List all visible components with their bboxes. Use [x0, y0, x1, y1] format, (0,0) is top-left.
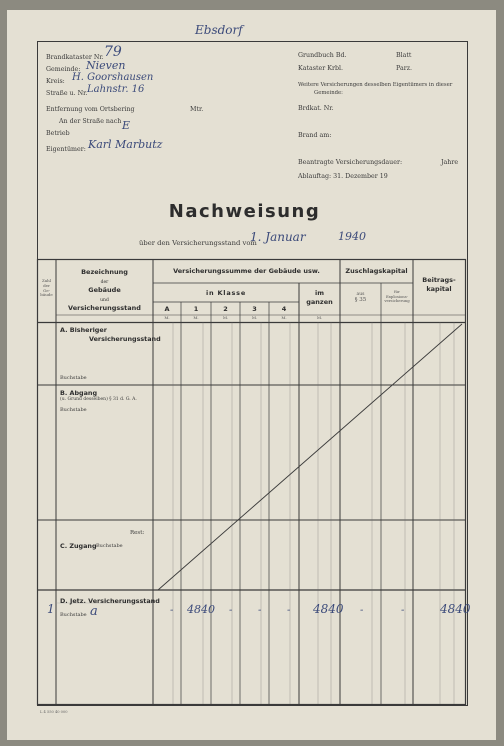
- beantragte-label: Beantragte Versicherungsdauer:: [298, 159, 403, 166]
- header-zuschlag-explosion: für Explosions- versicherung: [384, 289, 410, 304]
- brand-am-label: Brand am:: [298, 132, 332, 139]
- row-c-label: C. Zugang: [60, 542, 97, 550]
- row-d-im-ganzen: 4840: [313, 602, 344, 616]
- header-im-ganzen: im ganzen: [306, 289, 333, 306]
- header-versicherungssumme: Versicherungssumme der Gebäude usw.: [173, 267, 320, 275]
- row-b-sub: (u. Grund desselben) § 31 d. G. A.: [60, 397, 137, 402]
- subtitle-date: 1. Januar: [250, 230, 306, 244]
- an-der-strasse-label: An der Straße nach: [59, 118, 122, 125]
- entfernung-unit: Mtr.: [190, 106, 204, 113]
- gemeinde-label: Gemeinde:: [46, 66, 81, 73]
- gemeinde-value: Nieven: [86, 59, 126, 72]
- unit-mark-a: M.: [164, 315, 170, 320]
- row-a-label: A. Bisheriger Versicherungsstand: [60, 326, 161, 343]
- header-zuschlag-35: aus § 35: [354, 292, 367, 304]
- row-a-buchstabe: Buchstabe: [60, 375, 87, 381]
- header-zahl: Zahl der Ge- bäude: [40, 278, 53, 298]
- subtitle: über den Versicherungsstand vom: [139, 239, 257, 247]
- betrieb-value: E: [122, 119, 131, 132]
- blatt-label: Blatt: [396, 52, 412, 59]
- row-d-klasse-a: -: [170, 605, 174, 616]
- top-handwritten-stamp: Ebsdorf: [195, 23, 243, 37]
- kataster-label: Kataster Krbl.: [298, 65, 344, 72]
- row-d-klasse-4: -: [287, 605, 291, 616]
- row-b-buchstabe: Buchstabe: [60, 407, 87, 413]
- unit-mark-4: M.: [281, 315, 287, 320]
- page-title: Nachweisung: [168, 201, 321, 222]
- unit-mark-ganzen: M.: [316, 315, 323, 320]
- row-d-klasse-1: 4840: [187, 603, 215, 616]
- eigentuemer-value: Karl Marbutz: [88, 138, 163, 151]
- header-beitragskapital: Beitrags- kapital: [422, 276, 456, 293]
- eigentuemer-label: Eigentümer:: [46, 146, 86, 153]
- row-d-buchstabe-value: a: [90, 604, 98, 619]
- kreis-label: Kreis:: [46, 78, 65, 85]
- subtitle-year: 1940: [338, 230, 366, 243]
- parz-label: Parz.: [396, 65, 413, 72]
- weitere-line2: Gemeinde:: [314, 90, 343, 96]
- header-in-klasse: in Klasse: [205, 289, 247, 297]
- strasse-label: Straße u. Nr.: [46, 90, 88, 97]
- ablauftag-label: Ablauftag: 31. Dezember 19: [298, 173, 388, 180]
- strasse-value: Lahnstr. 16: [87, 84, 145, 95]
- header-klasse-a: A: [164, 305, 170, 313]
- betrieb-label: Betrieb: [46, 130, 70, 137]
- row-d-beitragskapital: 4840: [440, 602, 471, 616]
- kreis-value: H. Goorshausen: [72, 72, 154, 83]
- brdkat-label: Brdkat. Nr.: [298, 105, 334, 112]
- unit-mark-2: M.: [222, 315, 229, 320]
- jahre-label: Jahre: [441, 159, 459, 166]
- entfernung-label: Entfernung vom Ortsbering: [46, 106, 135, 113]
- header-klasse-3: 3: [252, 305, 257, 313]
- grundbuch-label: Grundbuch Bd.: [298, 52, 347, 59]
- brandkataster-value: 79: [104, 44, 122, 60]
- row-d-zahl: 1: [47, 602, 55, 616]
- brandkataster-label: Brandkataster Nr.: [46, 54, 104, 61]
- row-c-buchstabe: Buchstabe: [96, 543, 123, 549]
- unit-mark-1: M.: [193, 315, 199, 320]
- row-b-label: B. Abgang: [60, 389, 98, 397]
- unit-mark-3: M.: [251, 315, 258, 320]
- footer-code: L 4 550 40 000: [40, 710, 68, 714]
- header-zuschlag: Zuschlagskapital: [345, 267, 408, 275]
- row-d-klasse-2: -: [229, 605, 233, 616]
- weitere-line1: Weitere Versicherungen desselben Eigentümers in dieser: [298, 82, 453, 88]
- header-bezeichnung: Bezeichnung der Gebäude und Versicherungsstand: [68, 268, 141, 312]
- row-d-label: D. Jetz. Versicherungsstand: [60, 597, 160, 605]
- header-klasse-1: 1: [193, 305, 199, 313]
- row-d-zuschlag-35: -: [360, 605, 364, 616]
- row-d-zuschlag-explosion: -: [401, 605, 405, 616]
- header-klasse-4: 4: [281, 305, 287, 313]
- header-klasse-2: 2: [223, 305, 228, 313]
- rest-label: Rest:: [130, 530, 145, 536]
- row-d-buchstabe: Buchstabe: [60, 612, 87, 618]
- row-d-klasse-3: -: [258, 605, 262, 616]
